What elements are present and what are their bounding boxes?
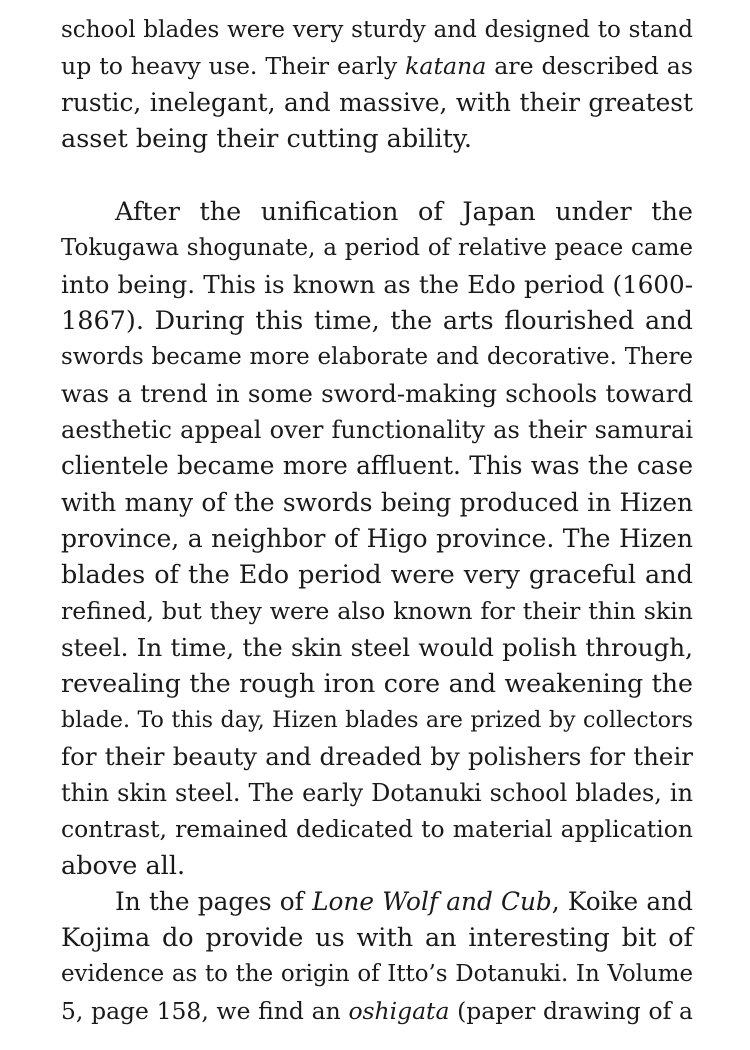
text-line — [61, 376, 693, 412]
italic-term: katana — [405, 52, 487, 81]
text-segment: Tokugawa shogunate, a period of relative peace came — [61, 235, 693, 262]
italic-title: Lone Wolf and Cub — [312, 886, 552, 916]
text-segment: with many of the swords being produced in Hizen — [61, 487, 693, 517]
text-segment: school blades were very sturdy and designed to stand — [61, 17, 693, 43]
text-segment: revealing the rough iron core and weakening the — [61, 669, 693, 699]
text-segment: contrast, remained dedicated to material application — [61, 815, 693, 844]
text-segment: swords became more elaborate and decorative. There — [61, 344, 693, 371]
text-line — [61, 739, 693, 775]
text-line — [61, 339, 693, 375]
text-line — [61, 993, 693, 1029]
text-segment: above all. — [61, 850, 186, 881]
text-line — [61, 956, 693, 992]
text-line — [61, 303, 693, 339]
text-line — [61, 230, 693, 266]
text-line — [61, 557, 693, 593]
text-segment: rustic, inelegant, and massive, with their greatest — [61, 87, 693, 117]
text-segment: province, a neighbor of Higo province. The Hizen — [61, 523, 693, 553]
text-line — [61, 630, 693, 666]
text-line — [61, 448, 693, 484]
text-segment: asset being their cutting ability. — [61, 123, 473, 154]
text-segment: steel. In time, the skin steel would polish through, — [61, 632, 693, 662]
paragraph-1 — [61, 12, 693, 157]
text-segment: up to heavy use. Their early — [61, 52, 406, 81]
text-segment: blades of the Edo period were very graceful and — [61, 560, 693, 591]
text-line — [61, 884, 693, 920]
text-line — [61, 121, 693, 157]
text-segment: evidence as to the origin of Itto’s Dotanuki. In Volume — [61, 961, 693, 988]
text-segment: 5, page 158, we find an — [61, 996, 349, 1025]
text-segment: In the pages of — [115, 886, 313, 916]
text-line — [61, 775, 693, 811]
text-line — [61, 593, 693, 629]
text-segment: Kojima do provide us with an interesting bit of — [61, 923, 693, 954]
text-segment: , Koike and — [551, 886, 693, 916]
text-segment: thin skin steel. The early Dotanuki school blades, in — [61, 778, 693, 807]
text-line — [61, 267, 693, 303]
text-line — [61, 848, 693, 884]
text-line — [61, 85, 693, 121]
text-line — [61, 702, 693, 738]
text-line — [61, 48, 693, 84]
book-page-body — [61, 12, 693, 1029]
text-segment: After the unification of Japan under the — [115, 197, 693, 228]
text-segment: are described as — [486, 52, 693, 81]
text-line — [61, 485, 693, 521]
paragraph-3 — [61, 884, 693, 1029]
text-segment: clientele became more affluent. This was the case — [61, 451, 693, 481]
text-line — [61, 920, 693, 956]
italic-term: oshigata — [348, 996, 450, 1025]
text-segment: was a trend in some sword-making schools toward — [61, 378, 693, 408]
text-segment: for their beauty and dreaded by polishers for their — [61, 741, 693, 771]
text-segment: 1867). During this time, the arts flourished and — [61, 306, 693, 337]
paragraph-gap — [61, 157, 693, 194]
text-segment: (paper drawing of a — [449, 996, 693, 1025]
text-line — [61, 666, 693, 702]
text-line — [61, 521, 693, 557]
paragraph-2 — [61, 194, 693, 884]
text-segment: aesthetic appeal over functionality as their samurai — [61, 415, 693, 444]
text-segment: into being. This is known as the Edo period (1600- — [61, 269, 693, 299]
text-line — [61, 12, 693, 48]
text-line — [61, 412, 693, 448]
text-segment: blade. To this day, Hizen blades are prized by collectors — [61, 707, 693, 734]
text-line — [61, 194, 693, 230]
text-line — [61, 811, 693, 847]
text-segment: refined, but they were also known for their thin skin — [61, 597, 693, 626]
